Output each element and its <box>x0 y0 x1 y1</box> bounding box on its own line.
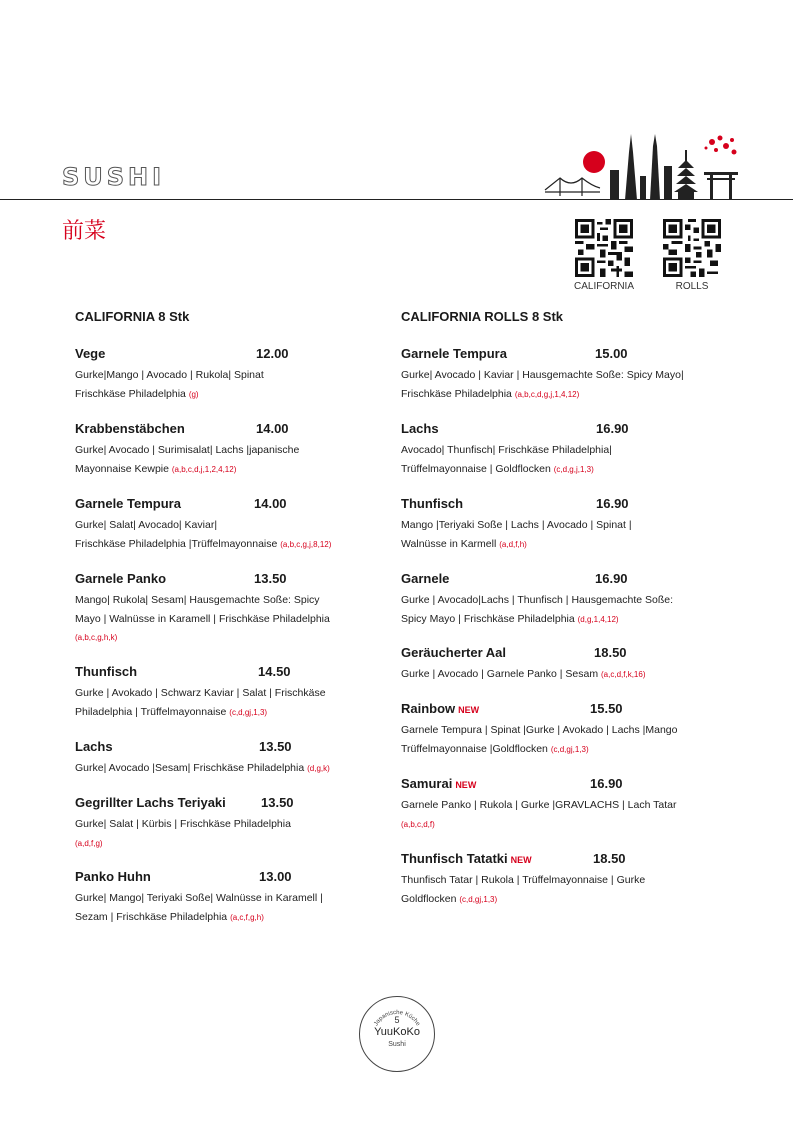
skyscraper-icons <box>610 134 738 200</box>
item-description: Gurke | Avokado | Schwarz Kaviar | Salat | Frischkäse Philadelphia | Trüffelmayonnaise (c,d,gj,1,3) <box>75 687 326 718</box>
item-name: Gegrillter Lachs Teriyaki <box>75 795 226 810</box>
item-description: Gurke| Mango| Teriyaki Soße| Walnüsse in Karamell | Sezam | Frischkäse Philadelphia (a,c,f,g,h) <box>75 892 323 923</box>
item-name: Lachs <box>75 739 113 754</box>
item-name: Garnele <box>401 571 450 586</box>
header-divider <box>0 199 793 200</box>
item-description: Gurke | Avocado | Garnele Panko | Sesam (a,c,d,f,k,16) <box>401 668 646 680</box>
allergen-codes: (a,b,c,g,h,k) <box>75 633 118 642</box>
allergen-codes: (a,d,f,g) <box>75 838 103 848</box>
restaurant-logo <box>359 996 435 1072</box>
item-price: 15.00 <box>595 346 628 361</box>
new-badge: NEW <box>455 780 477 790</box>
item-description: Thunfisch Tatar | Rukola | Trüffelmayonnaise | Gurke Goldflocken (c,d,gj,1,3) <box>401 874 646 905</box>
allergen-codes: (a,b,c,d,f) <box>401 819 435 829</box>
item-price: 14.00 <box>254 496 287 511</box>
item-description: Avocado| Thunfisch| Frischkäse Philadelphia| Trüffelmayonnaise | Goldflocken (c,d,g,j,1,3) <box>401 444 612 475</box>
item-description: Gurke| Avocado | Kaviar | Hausgemachte Soße: Spicy Mayo| Frischkäse Philadelphia (a,b,c,d,g,j,1,4,12) <box>401 369 684 400</box>
page-number: 5 <box>394 1015 400 1025</box>
item-description: Gurke| Salat| Avocado| Kaviar| Frischkäse Philadelphia |Trüffelmayonnaise (a,b,c,g,j,8,12) <box>75 519 332 550</box>
section-heading-california-rolls: CALIFORNIA ROLLS 8 Stk <box>401 309 564 324</box>
qr-code-california[interactable] <box>575 219 633 277</box>
new-badge: NEW <box>458 705 480 715</box>
allergen-codes: (d,g,k) <box>307 764 330 773</box>
item-name: Thunfisch <box>75 664 138 679</box>
item-name: Panko Huhn <box>75 869 151 884</box>
section-heading-california: CALIFORNIA 8 Stk <box>75 309 190 324</box>
item-name: Garnele Panko <box>75 571 167 586</box>
item-name: Garnele Tempura <box>75 496 181 511</box>
item-price: 13.00 <box>259 869 292 884</box>
qr-label-rolls: ROLLS <box>675 281 709 292</box>
item-price: 16.90 <box>590 776 623 791</box>
logo-subtitle: Sushi <box>388 1041 406 1048</box>
rising-sun-icon <box>583 151 605 173</box>
allergen-codes: (c,d,gj,1,3) <box>229 707 268 717</box>
item-price: 13.50 <box>254 571 287 586</box>
tokyo-skyline-illustration <box>540 132 740 200</box>
new-badge: NEW <box>510 855 532 865</box>
item-price: 14.50 <box>258 664 291 679</box>
logo-name: YuuKoKo <box>374 1026 420 1038</box>
allergen-codes: (g) <box>188 389 199 399</box>
allergen-codes: (a,b,c,d,g,j,1,4,12) <box>514 389 580 399</box>
item-description: Garnele Panko | Rukola | Gurke |GRAVLACHS | Lach Tatar (a,b,c,d,f) <box>401 799 677 829</box>
item-price: 14.00 <box>256 421 289 436</box>
page-title: SUSHI <box>62 163 166 191</box>
allergen-codes: (a,b,c,g,j,8,12) <box>280 539 332 549</box>
qr-label-california: CALIFORNIA <box>573 281 634 292</box>
qr-code-rolls[interactable] <box>663 219 721 277</box>
item-description: Gurke | Avocado|Lachs | Thunfisch | Hausgemachte Soße: Spicy Mayo | Frischkäse Philadelphia (d,g,1,4,12) <box>401 594 674 625</box>
item-name: Krabbenstäbchen <box>75 421 185 436</box>
allergen-codes: (a,b,c,d,j,1,2,4,12) <box>171 464 237 474</box>
item-description: Garnele Tempura | Spinat |Gurke | Avokado | Lachs |Mango Trüffelmayonnaise |Goldflocken (c,d,gj,1,3) <box>401 724 678 755</box>
item-description: Gurke| Salat | Kürbis | Frischkäse Philadelphia (a,d,f,g) <box>75 818 291 848</box>
cherry-blossom-icon <box>705 136 737 155</box>
item-name: Thunfisch <box>401 496 464 511</box>
bridge-icon <box>545 178 600 196</box>
item-price: 16.90 <box>596 421 629 436</box>
logo-arc-text: Japanische Küche <box>373 1009 421 1028</box>
item-description: Gurke| Avocado |Sesam| Frischkäse Philadelphia (d,g,k) <box>75 762 330 774</box>
item-price: 13.50 <box>261 795 294 810</box>
allergen-codes: (c,d,gj,1,3) <box>459 894 498 904</box>
allergen-codes: (c,d,gj,1,3) <box>550 744 589 754</box>
item-name: Vege <box>75 346 106 361</box>
item-description: Gurke| Avocado | Surimisalat| Lachs |japanische Mayonnaise Kewpie (a,b,c,d,j,1,2,4,12) <box>75 444 300 475</box>
allergen-codes: (c,d,g,j,1,3) <box>553 464 594 474</box>
item-price: 18.50 <box>593 851 626 866</box>
item-price: 15.50 <box>590 701 623 716</box>
item-price: 16.90 <box>595 571 628 586</box>
section-subtitle: 前菜 <box>62 219 107 244</box>
item-price: 13.50 <box>259 739 292 754</box>
item-name: Lachs <box>401 421 439 436</box>
allergen-codes: (d,g,1,4,12) <box>577 614 619 624</box>
item-name: Rainbow NEW <box>401 701 480 716</box>
item-name: Geräucherter Aal <box>401 645 507 660</box>
item-name: Thunfisch Tatatki NEW <box>401 851 532 866</box>
item-description: Gurke|Mango | Avocado | Rukola| Spinat Frischkäse Philadelphia (g) <box>75 369 264 400</box>
item-description: Mango |Teriyaki Soße | Lachs | Avocado | Spinat | Walnüsse in Karmell (a,d,f,h) <box>401 519 632 550</box>
item-name: Samurai NEW <box>401 776 477 791</box>
item-price: 16.90 <box>596 496 629 511</box>
item-name: Garnele Tempura <box>401 346 507 361</box>
item-description: Mango| Rukola| Sesam| Hausgemachte Soße: Spicy Mayo | Walnüsse in Karamell | Frischkäse Philadelphia (a,b,c,g,h,k) <box>75 594 330 642</box>
allergen-codes: (a,d,f,h) <box>499 539 527 549</box>
allergen-codes: (a,c,f,g,h) <box>230 912 264 922</box>
item-price: 12.00 <box>256 346 289 361</box>
allergen-codes: (a,c,d,f,k,16) <box>601 670 646 679</box>
item-price: 18.50 <box>594 645 627 660</box>
